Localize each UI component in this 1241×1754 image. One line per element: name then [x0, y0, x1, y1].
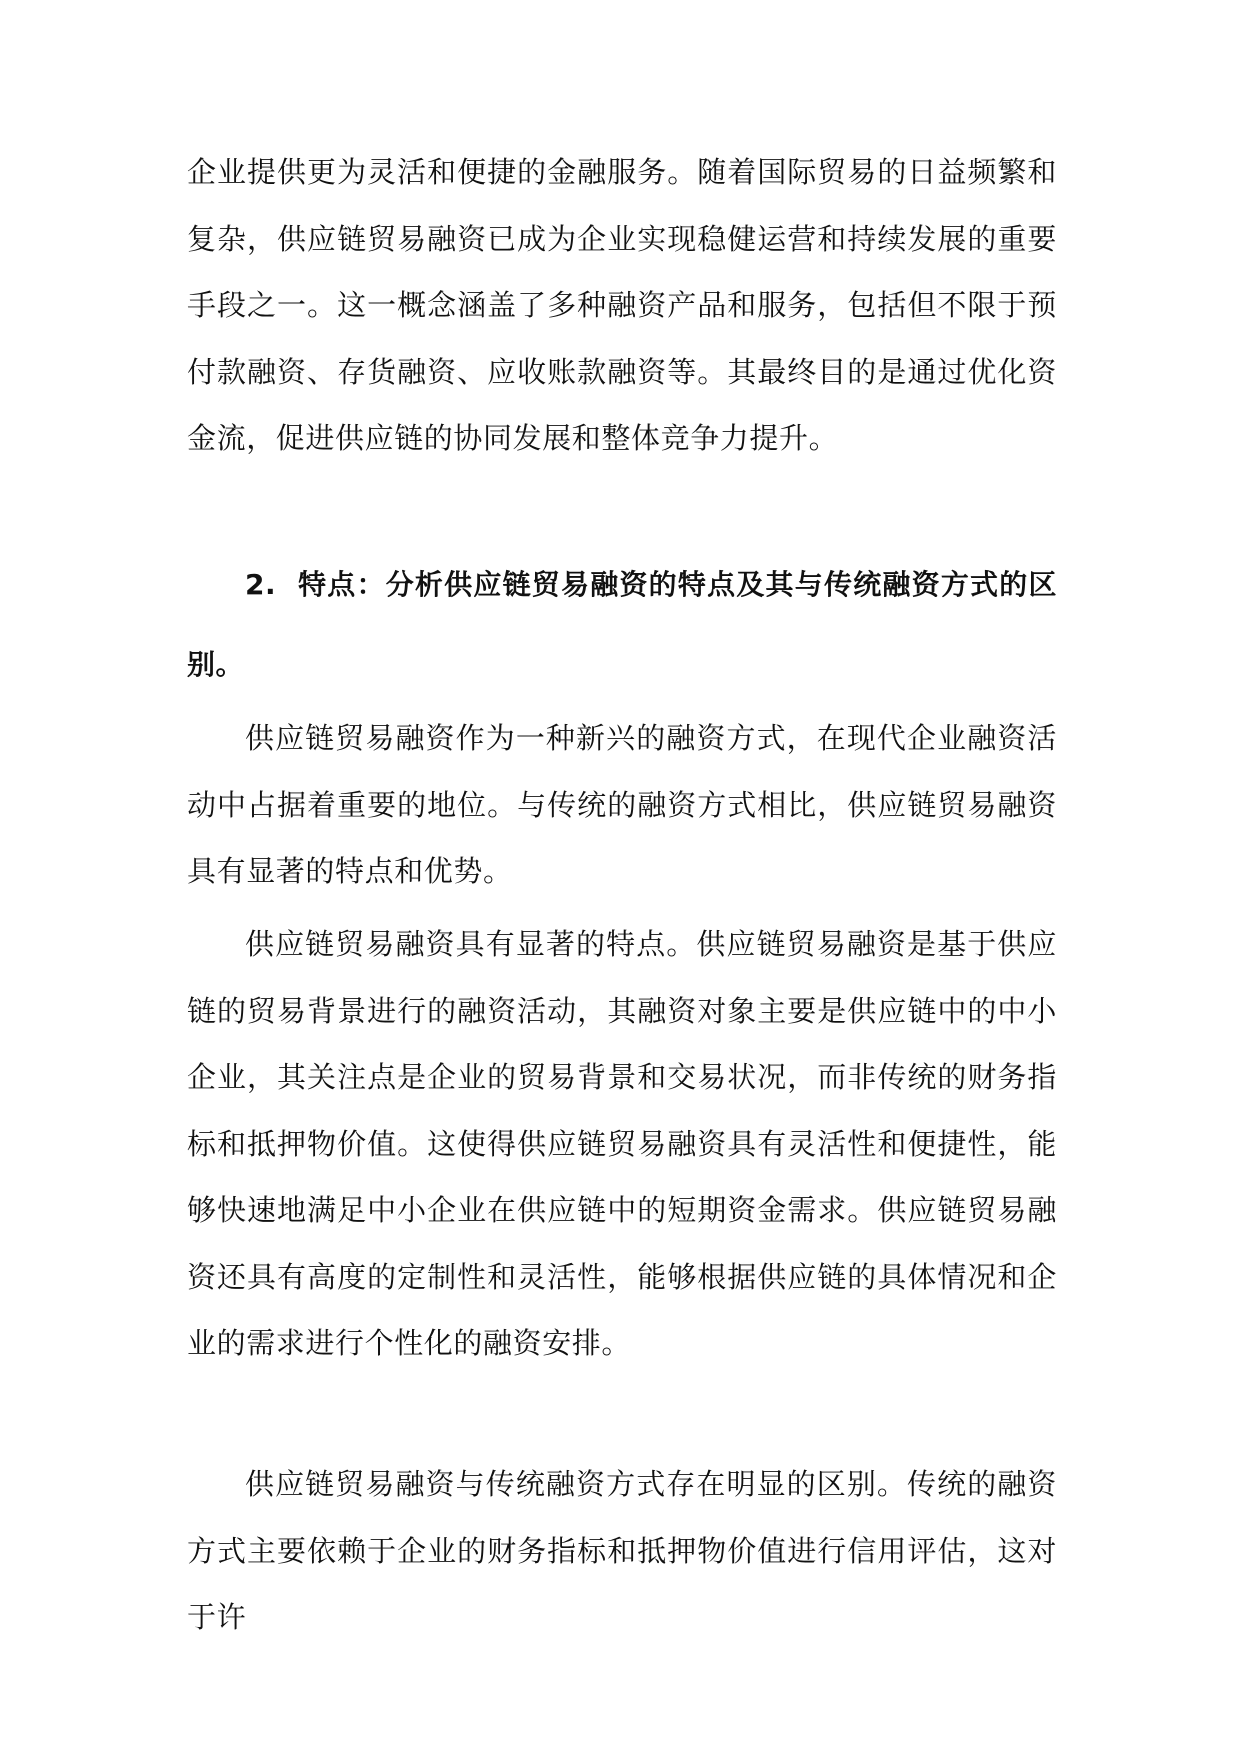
section-heading: [187, 545, 1057, 705]
section-heading-number: 2.: [245, 568, 277, 601]
body-paragraph: 供应链贸易融资与传统融资方式存在明显的区别。传统的融资方式主要依赖于企业的财务指标和抵押物价值进行信用评估，这对于许: [187, 1467, 1057, 1634]
body-paragraph: 企业提供更为灵活和便捷的金融服务。随着国际贸易的日益频繁和复杂，供应链贸易融资已成为企业实现稳健运营和持续发展的重要手段之一。这一概念涵盖了多种融资产品和服务，包括但不限于预付款融资、存货融资、应收账款融资等。其最终目的是通过优化资金流，促进供应链的协同发展和整体竞争力提升。: [187, 155, 1057, 455]
body-paragraph: 供应链贸易融资具有显著的特点。供应链贸易融资是基于供应链的贸易背景进行的融资活动，其融资对象主要是供应链中的中小企业，其关注点是企业的贸易背景和交易状况，而非传统的财务指标和抵押物价值。这使得供应链贸易融资具有灵活性和便捷性，能够快速地满足中小企业在供应链中的短期资金需求。供应链贸易融资还具有高度的定制性和灵活性，能够根据供应链的具体情况和企业的需求进行个性化的融资安排。: [187, 927, 1057, 1360]
body-paragraph: 供应链贸易融资作为一种新兴的融资方式，在现代企业融资活动中占据着重要的地位。与传统的融资方式相比，供应链贸易融资具有显著的特点和优势。: [187, 721, 1057, 888]
section-heading-text: 特点：分析供应链贸易融资的特点及其与传统融资方式的区别。: [187, 568, 1057, 681]
